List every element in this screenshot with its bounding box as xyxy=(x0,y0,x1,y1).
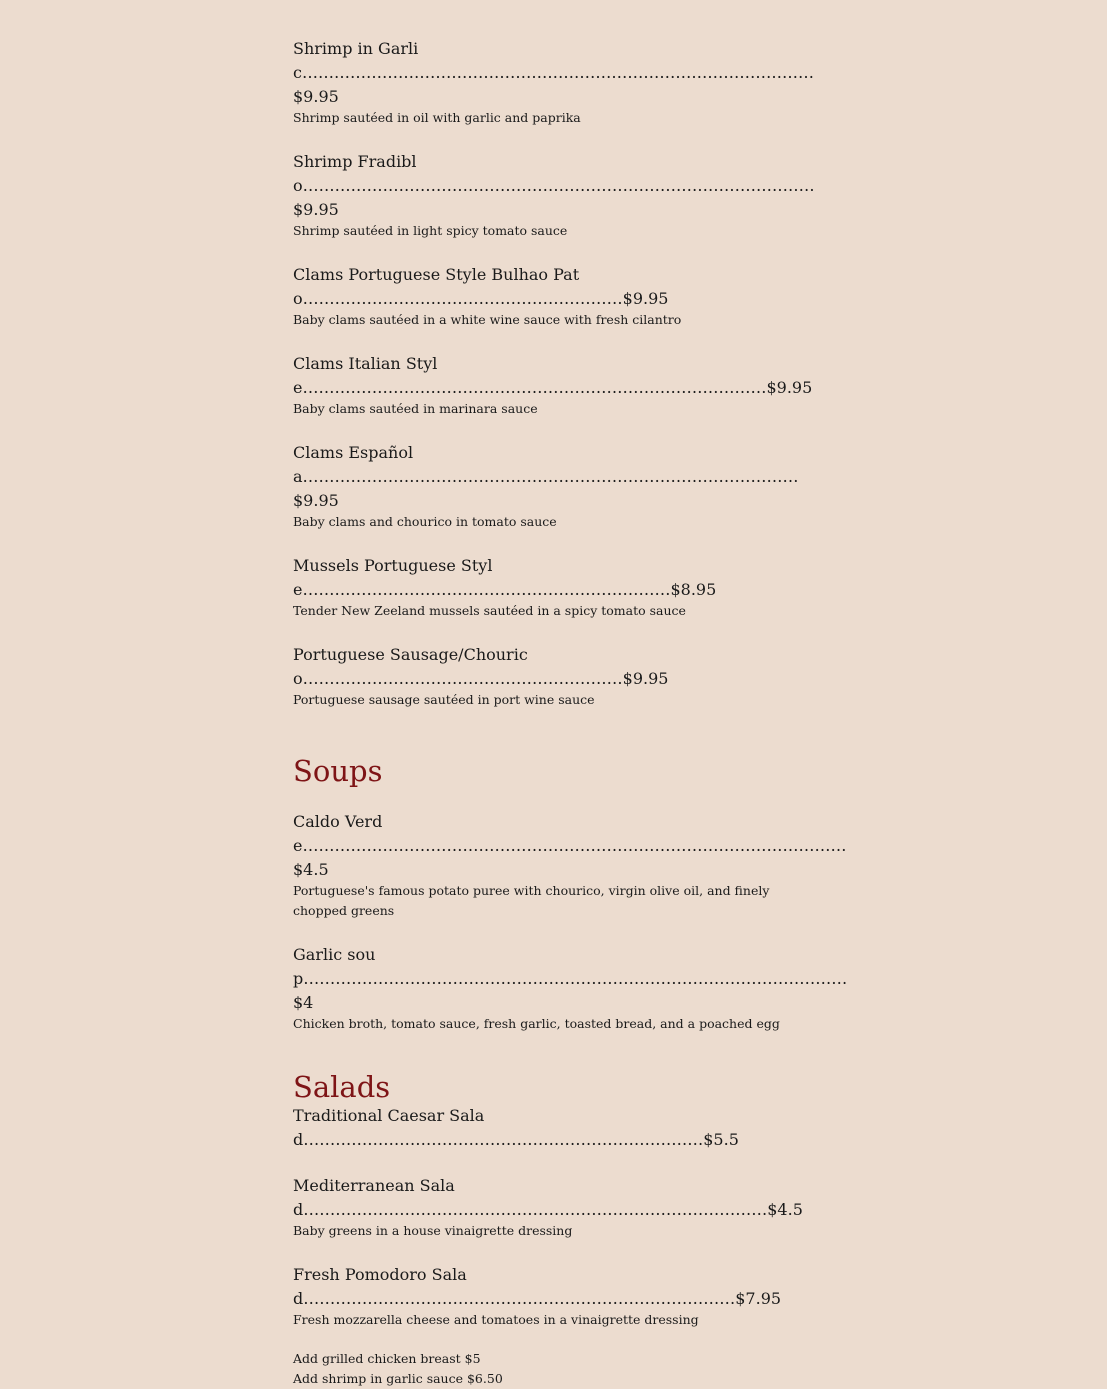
menu-item-name: Shrimp in Garlic……………………………………………………………………………………$9.95 xyxy=(293,39,814,106)
menu-item xyxy=(293,263,813,330)
menu-item xyxy=(293,554,813,621)
menu-item-name: Mussels Portuguese Style……………………………………………………………$8.95 xyxy=(293,556,717,599)
menu-item xyxy=(293,441,813,532)
menu-section-appetizers xyxy=(293,37,813,710)
menu-item xyxy=(293,37,813,128)
menu-content xyxy=(293,37,848,1389)
menu-item-description: Fresh mozzarella cheese and tomatoes in a vinaigrette dressing xyxy=(293,1312,699,1327)
menu-item-description: Baby clams sautéed in marinara sauce xyxy=(293,401,538,416)
menu-item-name: Mediterranean Salad……………………………………………………………………………$4.5 xyxy=(293,1176,803,1219)
menu-item-name: Clams Española…………………………………………………………………………………$9.95 xyxy=(293,443,799,510)
menu-item-description: Portuguese's famous potato puree with chourico, virgin olive oil, and finely chopped greens xyxy=(293,883,770,918)
menu-item-description: Portuguese sausage sautéed in port wine sauce xyxy=(293,692,595,707)
menu-item-name: Caldo Verde…………………………………………………………………………………………$4.5 xyxy=(293,812,847,879)
menu-item-description: Shrimp sautéed in oil with garlic and paprika xyxy=(293,110,581,125)
menu-item xyxy=(293,150,813,241)
menu-item-name: Portuguese Sausage/Chourico……………………………………………………$9.95 xyxy=(293,645,669,688)
menu-item xyxy=(293,1263,813,1330)
menu-item-description: Tender New Zeeland mussels sautéed in a spicy tomato sauce xyxy=(293,603,686,618)
menu-item-description: Baby clams and chourico in tomato sauce xyxy=(293,514,557,529)
menu-extra-option: Add grilled chicken breast $5 xyxy=(293,1351,481,1366)
menu-extra-option: Add shrimp in garlic sauce $6.50 xyxy=(293,1371,503,1386)
section-title-soups: Soups xyxy=(293,754,383,788)
menu-section-soups xyxy=(293,754,848,1034)
menu-item-description: Chicken broth, tomato sauce, fresh garlic, toasted bread, and a poached egg xyxy=(293,1016,780,1031)
menu-item xyxy=(293,352,813,419)
menu-item-name: Traditional Caesar Salad…………………………………………………………………$5.5 xyxy=(293,1106,739,1149)
menu-item xyxy=(293,643,813,710)
menu-section-salads xyxy=(293,1070,813,1389)
menu-item xyxy=(293,810,847,921)
menu-item xyxy=(293,1174,813,1241)
menu-item-description: Baby clams sautéed in a white wine sauce with fresh cilantro xyxy=(293,312,682,327)
menu-item-description: Baby greens in a house vinaigrette dressing xyxy=(293,1223,573,1238)
menu-item-name: Shrimp Fradiblo……………………………………………………………………………………$9.95 xyxy=(293,152,815,219)
section-title-salads: Salads xyxy=(293,1070,391,1104)
menu-item-name: Clams Italian Style……………………………………………………………………………$9.95 xyxy=(293,354,813,397)
menu-item-name: Fresh Pomodoro Salad………………………………………………………………………$7.95 xyxy=(293,1265,782,1308)
menu-item-description: Shrimp sautéed in light spicy tomato sauce xyxy=(293,223,568,238)
menu-item-name: Garlic soup…………………………………………………………………………………………$4 xyxy=(293,945,848,1012)
menu-item xyxy=(293,943,848,1034)
menu-item xyxy=(293,1104,813,1152)
menu-item-name: Clams Portuguese Style Bulhao Pato……………………………………………………$9.95 xyxy=(293,265,669,308)
